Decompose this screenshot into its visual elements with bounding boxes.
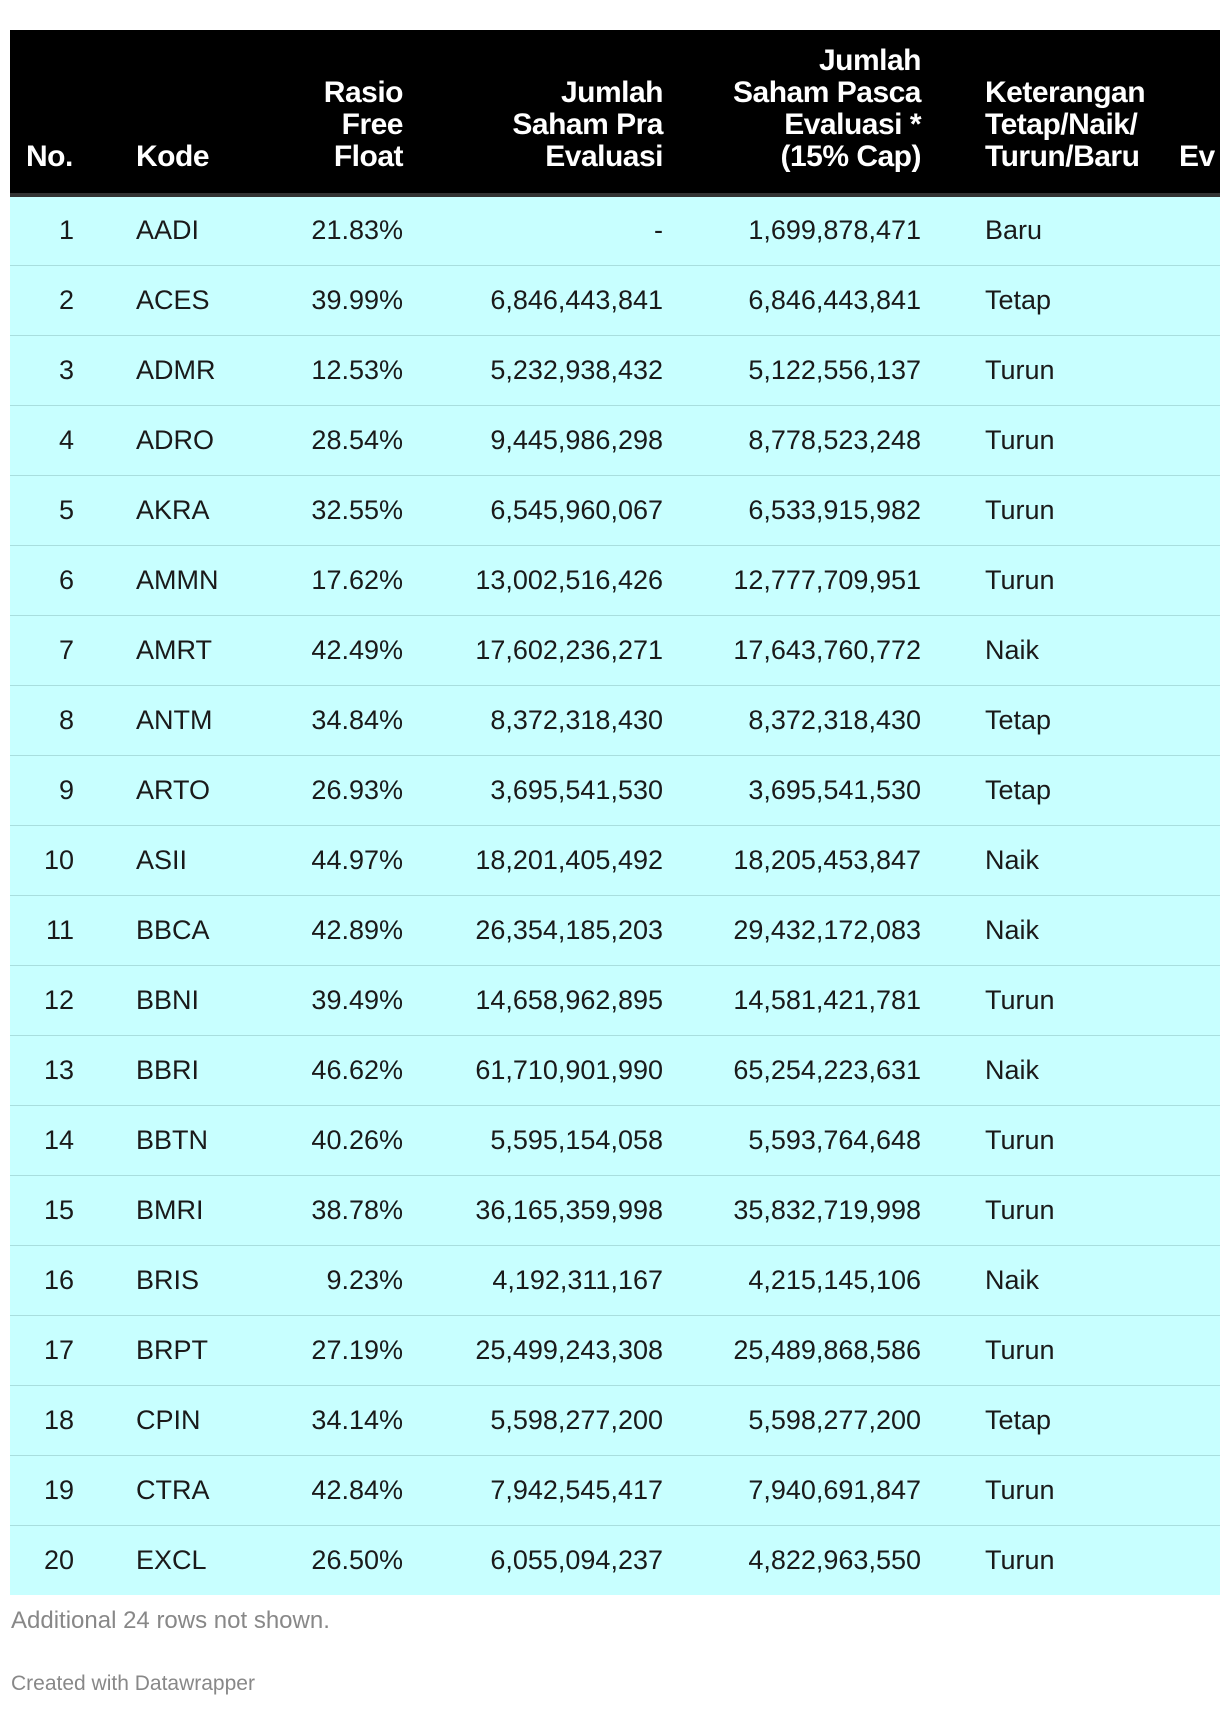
header-jumlah-saham-pasca-evaluasi[interactable]	[663, 30, 923, 195]
cell-jumlah-saham-pra: 7,942,545,417	[405, 1455, 663, 1525]
cell-jumlah-saham-pasca: 65,254,223,631	[663, 1035, 923, 1105]
cell-keterangan: Turun	[923, 965, 1153, 1035]
cell-rasio-free-float: 38.78%	[260, 1175, 405, 1245]
free-float-table	[10, 30, 1220, 1595]
cell-no: 12	[10, 965, 128, 1035]
cell-no: 7	[10, 615, 128, 685]
header-label-line: Rasio	[323, 76, 403, 109]
cell-truncated	[1153, 615, 1220, 685]
cell-jumlah-saham-pasca: 4,215,145,106	[663, 1245, 923, 1315]
cell-keterangan: Turun	[923, 545, 1153, 615]
cell-jumlah-saham-pra: 25,499,243,308	[405, 1315, 663, 1385]
cell-keterangan: Turun	[923, 1315, 1153, 1385]
cell-jumlah-saham-pasca: 5,593,764,648	[663, 1105, 923, 1175]
cell-no: 10	[10, 825, 128, 895]
header-label-line: Float	[333, 140, 403, 173]
cell-truncated	[1153, 1105, 1220, 1175]
cell-rasio-free-float: 34.84%	[260, 685, 405, 755]
cell-no: 4	[10, 405, 128, 475]
cell-jumlah-saham-pra: 14,658,962,895	[405, 965, 663, 1035]
cell-jumlah-saham-pasca: 7,940,691,847	[663, 1455, 923, 1525]
table-row	[10, 1315, 1220, 1385]
cell-rasio-free-float: 9.23%	[260, 1245, 405, 1315]
cell-rasio-free-float: 42.84%	[260, 1455, 405, 1525]
cell-jumlah-saham-pra: 36,165,359,998	[405, 1175, 663, 1245]
header-truncated-column[interactable]	[1153, 30, 1220, 195]
table-row	[10, 335, 1220, 405]
table-row	[10, 1455, 1220, 1525]
cell-jumlah-saham-pasca: 29,432,172,083	[663, 895, 923, 965]
table-row	[10, 405, 1220, 475]
cell-keterangan: Turun	[923, 405, 1153, 475]
cell-no: 11	[10, 895, 128, 965]
table-row	[10, 1245, 1220, 1315]
cell-rasio-free-float: 40.26%	[260, 1105, 405, 1175]
cell-rasio-free-float: 32.55%	[260, 475, 405, 545]
cell-kode: BBTN	[128, 1105, 260, 1175]
table-row	[10, 545, 1220, 615]
cell-no: 5	[10, 475, 128, 545]
cell-truncated	[1153, 1175, 1220, 1245]
cell-kode: CPIN	[128, 1385, 260, 1455]
cell-truncated	[1153, 825, 1220, 895]
cell-jumlah-saham-pasca: 4,822,963,550	[748, 1544, 921, 1575]
cell-rasio-free-float: 46.62%	[260, 1035, 405, 1105]
header-label-line: Free	[341, 108, 403, 141]
cell-keterangan: Naik	[923, 895, 1153, 965]
cell-kode: BMRI	[128, 1175, 260, 1245]
cell-truncated	[1153, 475, 1220, 545]
cell-no: 8	[10, 685, 128, 755]
cell-rasio-free-float: 42.89%	[260, 895, 405, 965]
cell-jumlah-saham-pra: 6,055,094,237	[490, 1544, 663, 1575]
cell-jumlah-saham-pasca: 35,832,719,998	[663, 1175, 923, 1245]
cell-kode: BRIS	[128, 1245, 260, 1315]
table-row	[10, 1105, 1220, 1175]
cell-jumlah-saham-pasca: 12,777,709,951	[663, 545, 923, 615]
cell-truncated	[1153, 335, 1220, 405]
cell-truncated	[1153, 1035, 1220, 1105]
cell-jumlah-saham-pra: 61,710,901,990	[405, 1035, 663, 1105]
cell-keterangan: Baru	[923, 195, 1153, 265]
header-kode[interactable]	[128, 30, 260, 195]
cell-jumlah-saham-pra: 18,201,405,492	[405, 825, 663, 895]
cell-keterangan: Naik	[923, 1035, 1153, 1105]
cell-kode: BBRI	[128, 1035, 260, 1105]
cell-kode: ADMR	[128, 335, 260, 405]
cell-rasio-free-float: 28.54%	[260, 405, 405, 475]
header-label-line: Saham Pra	[512, 108, 663, 141]
cell-keterangan: Turun	[923, 1455, 1153, 1525]
cell-jumlah-saham-pasca: 18,205,453,847	[663, 825, 923, 895]
datawrapper-credit: Created with Datawrapper	[11, 1672, 255, 1695]
cell-keterangan: Turun	[985, 1544, 1055, 1575]
header-label-line: Evaluasi *	[784, 108, 921, 141]
cell-rasio-free-float: 39.49%	[260, 965, 405, 1035]
cell-no: 1	[10, 195, 128, 265]
cell-no: 19	[10, 1455, 128, 1525]
cell-truncated	[1153, 755, 1220, 825]
data-table-container	[10, 30, 1220, 1595]
cell-jumlah-saham-pra: 6,846,443,841	[405, 265, 663, 335]
cell-jumlah-saham-pasca: 6,846,443,841	[663, 265, 923, 335]
cell-kode: CTRA	[128, 1455, 260, 1525]
cell-keterangan: Turun	[923, 1105, 1153, 1175]
header-jumlah-saham-pra-evaluasi[interactable]	[405, 30, 663, 195]
cell-truncated	[1153, 545, 1220, 615]
header-label-line: Jumlah	[560, 76, 663, 109]
cell-keterangan: Naik	[923, 615, 1153, 685]
cell-truncated	[1153, 1455, 1220, 1525]
cell-keterangan: Turun	[923, 335, 1153, 405]
cell-rasio-free-float: 26.50%	[311, 1544, 403, 1575]
cell-keterangan: Tetap	[923, 265, 1153, 335]
table-row	[10, 195, 1220, 265]
cell-kode: ADRO	[128, 405, 260, 475]
table-row	[10, 755, 1220, 825]
cell-no: 14	[10, 1105, 128, 1175]
cell-jumlah-saham-pra: 6,545,960,067	[405, 475, 663, 545]
cell-no: 15	[10, 1175, 128, 1245]
cell-kode: AMMN	[128, 545, 260, 615]
cell-kode: AMRT	[128, 615, 260, 685]
cell-no: 20	[43, 1544, 74, 1575]
cell-keterangan: Tetap	[923, 1385, 1153, 1455]
cell-no: 3	[10, 335, 128, 405]
header-label-line: Ev	[1179, 140, 1215, 173]
cell-jumlah-saham-pra: 4,192,311,167	[405, 1245, 663, 1315]
cell-kode: BRPT	[128, 1315, 260, 1385]
table-row	[10, 895, 1220, 965]
cell-rasio-free-float: 34.14%	[260, 1385, 405, 1455]
cell-rasio-free-float: 44.97%	[260, 825, 405, 895]
header-label-line: Saham Pasca	[733, 76, 921, 109]
cell-no: 13	[10, 1035, 128, 1105]
cell-no: 16	[10, 1245, 128, 1315]
cell-kode: ANTM	[128, 685, 260, 755]
header-label-line: Tetap/Naik/	[985, 108, 1138, 141]
cell-jumlah-saham-pra: 3,695,541,530	[405, 755, 663, 825]
cell-keterangan: Tetap	[923, 685, 1153, 755]
header-rasio-free-float[interactable]	[260, 30, 405, 195]
header-no[interactable]	[10, 30, 128, 195]
cell-rasio-free-float: 42.49%	[260, 615, 405, 685]
cell-kode: BBCA	[128, 895, 260, 965]
header-keterangan[interactable]	[923, 30, 1153, 195]
cell-no: 2	[10, 265, 128, 335]
cell-no: 6	[10, 545, 128, 615]
cell-jumlah-saham-pasca: 5,122,556,137	[663, 335, 923, 405]
cell-truncated	[1153, 265, 1220, 335]
cell-rasio-free-float: 26.93%	[260, 755, 405, 825]
cell-truncated	[1153, 405, 1220, 475]
cell-no: 17	[10, 1315, 128, 1385]
header-label-line: Evaluasi	[545, 140, 663, 173]
cell-truncated	[1153, 1315, 1220, 1385]
cell-keterangan: Turun	[923, 475, 1153, 545]
cell-kode: EXCL	[136, 1544, 207, 1575]
header-label-line: Kode	[136, 140, 209, 173]
cell-keterangan: Naik	[923, 825, 1153, 895]
cell-jumlah-saham-pra: 5,598,277,200	[405, 1385, 663, 1455]
cell-kode: ARTO	[128, 755, 260, 825]
header-label-line: (15% Cap)	[780, 140, 921, 173]
cell-jumlah-saham-pasca: 8,778,523,248	[663, 405, 923, 475]
cell-jumlah-saham-pasca: 5,598,277,200	[663, 1385, 923, 1455]
header-label-line: Keterangan	[985, 76, 1146, 109]
cell-jumlah-saham-pra: 26,354,185,203	[405, 895, 663, 965]
cell-kode: BBNI	[128, 965, 260, 1035]
cell-truncated	[1153, 1385, 1220, 1455]
cell-jumlah-saham-pra: 17,602,236,271	[405, 615, 663, 685]
cell-truncated	[1153, 195, 1220, 265]
cell-kode: ASII	[128, 825, 260, 895]
cell-keterangan: Turun	[923, 1175, 1153, 1245]
cell-jumlah-saham-pra: 9,445,986,298	[405, 405, 663, 475]
cell-truncated	[1153, 1525, 1220, 1595]
header-label-line: Turun/Baru	[985, 140, 1140, 173]
cell-jumlah-saham-pasca: 1,699,878,471	[663, 195, 923, 265]
cell-jumlah-saham-pasca: 17,643,760,772	[663, 615, 923, 685]
cell-jumlah-saham-pasca: 8,372,318,430	[663, 685, 923, 755]
table-row	[10, 615, 1220, 685]
cell-truncated	[1153, 685, 1220, 755]
cell-jumlah-saham-pra: 5,595,154,058	[405, 1105, 663, 1175]
cell-rasio-free-float: 39.99%	[260, 265, 405, 335]
rows-not-shown-note: Additional 24 rows not shown.	[11, 1607, 330, 1634]
cell-kode: AADI	[128, 195, 260, 265]
table-row	[10, 1525, 1220, 1595]
cell-jumlah-saham-pasca: 6,533,915,982	[663, 475, 923, 545]
table-header-row	[10, 30, 1220, 195]
table-row	[10, 265, 1220, 335]
cell-kode: AKRA	[128, 475, 260, 545]
table-row	[10, 1385, 1220, 1455]
cell-jumlah-saham-pasca: 14,581,421,781	[663, 965, 923, 1035]
cell-keterangan: Tetap	[923, 755, 1153, 825]
table-row	[10, 1175, 1220, 1245]
table-row	[10, 685, 1220, 755]
cell-rasio-free-float: 21.83%	[260, 195, 405, 265]
cell-kode: ACES	[128, 265, 260, 335]
cell-jumlah-saham-pra: -	[405, 195, 663, 265]
table-body	[10, 195, 1220, 1595]
cell-no: 9	[10, 755, 128, 825]
cell-rasio-free-float: 17.62%	[260, 545, 405, 615]
cell-truncated	[1153, 965, 1220, 1035]
table-row	[10, 475, 1220, 545]
cell-jumlah-saham-pasca: 3,695,541,530	[663, 755, 923, 825]
cell-rasio-free-float: 27.19%	[260, 1315, 405, 1385]
cell-jumlah-saham-pra: 13,002,516,426	[405, 545, 663, 615]
header-label-line: No.	[26, 140, 73, 173]
cell-keterangan: Naik	[923, 1245, 1153, 1315]
table-row	[10, 1035, 1220, 1105]
table-row	[10, 825, 1220, 895]
cell-jumlah-saham-pasca: 25,489,868,586	[663, 1315, 923, 1385]
cell-truncated	[1153, 1245, 1220, 1315]
header-label-line: Jumlah	[818, 44, 921, 77]
cell-no: 18	[10, 1385, 128, 1455]
cell-jumlah-saham-pra: 5,232,938,432	[405, 335, 663, 405]
cell-truncated	[1153, 895, 1220, 965]
cell-rasio-free-float: 12.53%	[260, 335, 405, 405]
cell-jumlah-saham-pra: 8,372,318,430	[405, 685, 663, 755]
table-row	[10, 965, 1220, 1035]
